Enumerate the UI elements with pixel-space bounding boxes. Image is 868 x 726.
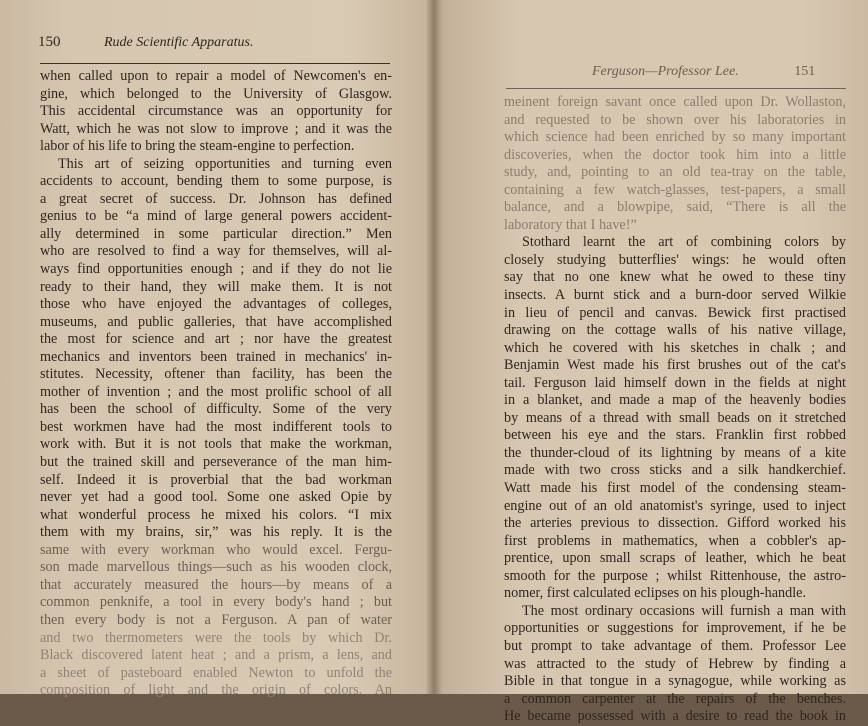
text-line: genius to be “a mind of large general powers accident- [40, 208, 392, 225]
text-line: The most ordinary occasions will furnish a man with [522, 602, 846, 619]
text-line: study, and, pointing to an old tea-tray on the table, [504, 164, 846, 181]
text-line: but the trained skill and perseverance of the man him- [40, 454, 392, 471]
right-page-number: 151 [794, 64, 816, 79]
text-line: and two thermometers were the tools by which Dr. [40, 629, 392, 646]
text-line: best workmen have had the most indifferent tools to [40, 418, 392, 435]
right-header-rule [506, 88, 846, 89]
text-line: tail. Ferguson laid himself down in the fields at night [504, 374, 846, 391]
text-line: a common carpenter at the repairs of the benches. [504, 690, 846, 707]
text-line: them with my brains, sir,” was his reply. It is the [40, 524, 392, 541]
text-line: has been the school of difficulty. Some of the very [40, 401, 392, 418]
text-line: when called upon to repair a model of Newcomen's en- [40, 68, 392, 84]
text-line: a sheet of pasteboard enabled Newton to unfold the [40, 664, 392, 681]
text-line: the thunder-cloud of its lightning by means of a kite [504, 444, 846, 461]
text-line: the arteries previous to dissection. Gifford worked his [504, 515, 846, 532]
text-line: which he covered with his sketches in chalk ; and [504, 339, 846, 356]
text-line: gine, which belonged to the University of Glasgow. [40, 85, 392, 102]
text-line: which science had been enriched by so many important [504, 129, 846, 146]
text-line: meinent foreign savant once called upon Dr. Wollaston, [504, 94, 846, 110]
right-running-head: Ferguson—Professor Lee. [592, 64, 739, 79]
text-line: the most for science and art ; nor have the greatest [40, 331, 392, 348]
text-line: Watt made his first model of the condensing steam- [504, 480, 846, 497]
text-line: Black discovered latent heat ; and a prism, a lens, and [40, 647, 392, 664]
text-line: made with two cross sticks and a silk handkerchief. [504, 462, 846, 479]
text-line: but prompt to take advantage of them. Professor Lee [504, 637, 846, 654]
right-page [436, 0, 868, 725]
text-line: This art of seizing opportunities and turning even [58, 155, 392, 172]
left-page-header [38, 34, 253, 51]
text-line: stitutes. Necessity, oftener than facility, has been the [40, 366, 392, 383]
text-line: accidents to account, bending them to some purpose, is [40, 173, 392, 190]
text-line: nomer, first calculated eclipses on his plough-handle. [504, 585, 807, 602]
text-line: say that no one knew what he owed to these tiny [504, 269, 846, 286]
text-line: Stothard learnt the art of combining colors by [522, 234, 846, 251]
text-line: ally determined in some particular direction.” Men [40, 225, 392, 242]
text-line: then every body is not a Ferguson. A pan of water [40, 611, 392, 628]
text-line: son made marvellous things—such as his wooden clock, [40, 559, 392, 576]
text-line: never yet had a good tool. Some one asked Opie by [40, 489, 392, 506]
left-header-rule [40, 63, 390, 64]
text-line: by means of a thread with small beads on it stretched [504, 409, 846, 426]
text-line: composition of light and the origin of colors. An [40, 682, 392, 699]
text-line: Benjamin West made his first brushes out of the cat's [504, 357, 846, 374]
text-line: in a blanket, and made a map of the heavenly bodies [504, 392, 846, 409]
text-line: ready to their hand, they will make them. It is not [40, 278, 392, 295]
text-line: mechanics and inventors been trained in mechanics' in- [40, 348, 392, 365]
text-line: and requested to be shown over his laboratories in [504, 111, 846, 128]
left-running-head: Rude Scientific Apparatus. [104, 35, 254, 50]
text-line: This accidental circumstance was an opportunity for [40, 103, 392, 120]
text-line: common penknife, a tool in every body's hand ; but [40, 594, 392, 611]
text-line: mother of invention ; and the most prolific school of all [40, 383, 392, 400]
text-line: labor of his life to bring the steam-engine to perfection. [40, 138, 355, 155]
text-line: closely studying butterflies' wings: he would often [504, 251, 846, 268]
text-line: laboratory that I have!” [504, 216, 637, 233]
text-line: museums, and public galleries, that have accomplished [40, 313, 392, 330]
text-line: ways find opportunities enough ; and if they do not lie [40, 261, 392, 278]
text-line: insects. A burnt stick and a burn-door served Wilkie [504, 287, 846, 304]
text-line: who are resolved to find a way for themselves, will al- [40, 243, 392, 260]
text-line: in lieu of pencil and canvas. Bewick first practised [504, 304, 846, 321]
text-line: balance, and a blowpipe, said, “There is all the [504, 199, 846, 216]
text-line: He became possessed with a desire to read the book in [504, 708, 846, 725]
right-page-text [504, 94, 846, 726]
text-line: what wonderful process he mixed his colors. “I mix [40, 506, 392, 523]
left-page-number: 150 [38, 34, 61, 50]
text-line: work with. But it is not tools that make the workman, [40, 436, 392, 453]
text-line: drawing on the cottage walls of his native village, [504, 322, 846, 339]
text-line: those who have enjoyed the advantages of colleges, [40, 296, 392, 313]
text-line: engine out of an old anatomist's syringe, used to inject [504, 497, 846, 514]
text-line: a great secret of success. Dr. Johnson has defined [40, 190, 392, 207]
text-line: was attracted to the study of Hebrew by finding a [504, 655, 846, 672]
left-page [0, 0, 432, 699]
left-page-text [40, 68, 392, 700]
text-line: opportunities or suggestions for improvement, if he be [504, 620, 846, 637]
text-line: that accurately measured the hours—by means of a [40, 576, 392, 593]
text-line: self. Indeed it is proverbial that the bad workman [40, 471, 392, 488]
text-line: smooth for the purpose ; whilst Rittenhouse, the astro- [504, 567, 846, 584]
text-line: between his eye and the stars. Franklin first robbed [504, 427, 846, 444]
right-page-header [592, 64, 815, 80]
text-line: same with every workman who would excel. Fergu- [40, 541, 392, 558]
text-line: Watt, which he was not slow to improve ; and it was the [40, 120, 392, 137]
text-line: prentice, upon small scraps of leather, which he beat [504, 550, 846, 567]
text-line: discoveries, when the doctor took him into a little [504, 146, 846, 163]
text-line: first problems in mathematics, when a cobbler's ap- [504, 532, 846, 549]
text-line: Bible in that tongue in a synagogue, while working as [504, 673, 846, 690]
text-line: containing a few watch-glasses, test-papers, a small [504, 181, 846, 198]
